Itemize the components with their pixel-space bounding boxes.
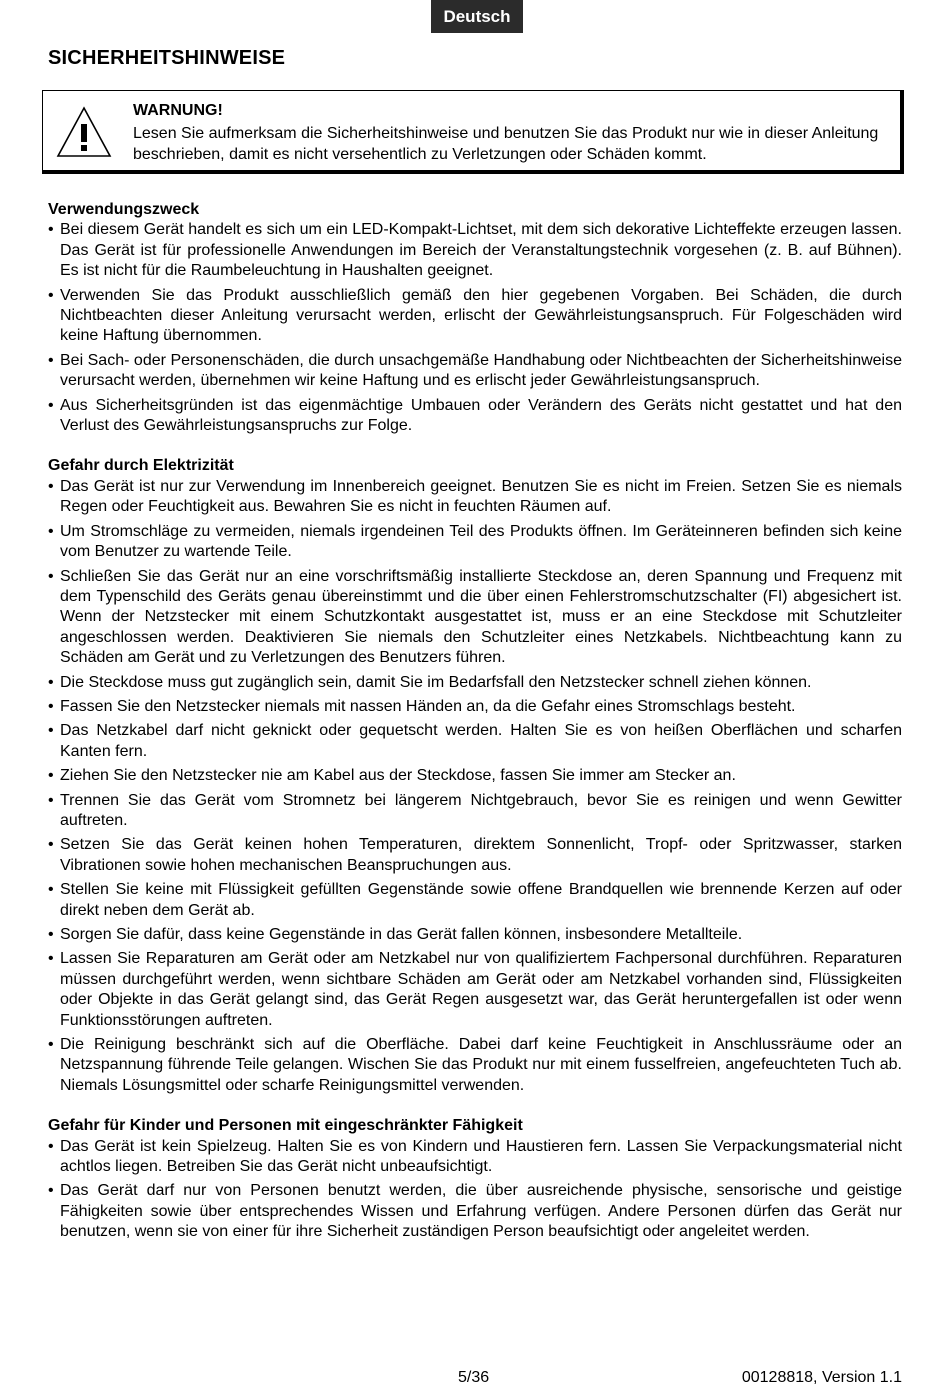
bullet-list [48, 1137, 902, 1243]
section-intended-use [48, 200, 902, 436]
list-item: • Bei Sach- oder Personenschäden, die durch unsachgemäße Handhabung oder Nichtbeachten der Sicherheitshinweise verursacht werden, übernehmen wir keine Haftung und es erlischt jeder Gewährleistungsanspruch. [48, 351, 902, 392]
list-item: • Aus Sicherheitsgründen ist das eigenmächtige Umbauen oder Verändern des Geräts nicht gestattet und hat den Verlust des Gewährleistungsanspruchs zur Folge. [48, 396, 902, 437]
warning-text: Lesen Sie aufmerksam die Sicherheitshinweise und benutzen Sie das Produkt nur wie in dieser Anleitung beschrieben, damit es nicht versehentlich zu Verletzungen oder Schäden kommt. [133, 125, 879, 163]
warning-title: WARNUNG! [133, 102, 223, 119]
list-item: • Schließen Sie das Gerät nur an eine vorschriftsmäßig installierte Steckdose an, deren Spannung und Frequenz mit dem Typenschild des Geräts genau übereinstimmt und die über einen Fehlerstromschutzschalter (FI) abgesichert ist. Wenn der Netzstecker mit einem Schutzkontakt ausgestattet ist, muss er an eine Steckdose mit Schutzleiter angeschlossen werden. Deaktivieren Sie niemals den Schutzleiter eines Netzkabels. Nichtbeachtung kann zu Schäden am Gerät und zu Verletzungen des Benutzers führen. [48, 567, 902, 669]
section-heading: Gefahr für Kinder und Personen mit eingeschränkter Fähigkeit [48, 1117, 523, 1135]
warning-box [42, 90, 904, 174]
list-item: • Setzen Sie das Gerät keinen hohen Temperaturen, direktem Sonnenlicht, Tropf- oder Spritzwasser, starken Vibrationen sowie hohen mechanischen Beanspruchungen aus. [48, 835, 902, 876]
warning-triangle-icon [55, 105, 113, 159]
list-item: • Das Netzkabel darf nicht geknickt oder gequetscht werden. Halten Sie es von heißen Oberflächen und scharfen Kanten fern. [48, 721, 902, 762]
page-number: 5/36 [458, 1369, 490, 1386]
section-heading: Verwendungszweck [48, 201, 200, 218]
list-item: • Das Gerät ist nur zur Verwendung im Innenbereich geeignet. Benutzen Sie es nicht im Freien. Setzen Sie es niemals Regen oder Feuchtigkeit aus. Bewahren Sie es nicht in feuchten Räumen auf. [48, 477, 902, 518]
list-item: • Fassen Sie den Netzstecker niemals mit nassen Händen an, da die Gefahr eines Stromschlags besteht. [48, 697, 902, 717]
bullet-list [48, 477, 902, 1096]
list-item: • Bei diesem Gerät handelt es sich um ein LED-Kompakt-Lichtset, mit dem sich dekorative Lichteffekte erzeugen lassen. Das Gerät ist für professionelle Anwendungen im Bereich der Veranstaltungstechnik vorgesehen (z. B. auf Bühnen). Es ist nicht für die Raumbeleuchtung in Haushalten geeignet. [48, 220, 902, 281]
section-electricity [48, 456, 902, 1096]
list-item: • Ziehen Sie den Netzstecker nie am Kabel aus der Steckdose, fassen Sie immer am Stecker an. [48, 766, 902, 786]
page-title: SICHERHEITSHINWEISE [48, 47, 286, 69]
document-id: 00128818, Version 1.1 [741, 1369, 902, 1386]
bullet-list [48, 220, 902, 436]
section-children [48, 1116, 902, 1242]
list-item: • Das Gerät darf nur von Personen benutzt werden, die über ausreichende physische, sensorische und geistige Fähigkeiten sowie über entsprechendes Wissen und Erfahrung verfügen. Andere Personen dürfen das Gerät nur benutzen, wenn sie von einer für ihre Sicherheit zuständigen Person beaufsichtigt oder angeleitet werden. [48, 1181, 902, 1242]
language-tab: Deutsch [431, 0, 523, 33]
list-item: • Stellen Sie keine mit Flüssigkeit gefüllten Gegenstände sowie offene Brandquellen wie brennende Kerzen auf oder direkt neben dem Gerät ab. [48, 880, 902, 921]
safety-content [48, 200, 902, 1263]
list-item: • Die Steckdose muss gut zugänglich sein, damit Sie im Bedarfsfall den Netzstecker schnell ziehen können. [48, 673, 902, 693]
list-item: • Verwenden Sie das Produkt ausschließlich gemäß den hier gegebenen Vorgaben. Bei Schäden, die durch Nichtbeachten dieser Anleitung verursacht werden, erlischt der Gewährleistungsanspruch. Für Folgeschäden wird keine Haftung übernommen. [48, 286, 902, 347]
list-item: • Sorgen Sie dafür, dass keine Gegenstände in das Gerät fallen können, insbesondere Metallteile. [48, 925, 902, 945]
list-item: • Um Stromschläge zu vermeiden, niemals irgendeinen Teil des Produkts öffnen. Im Geräteinneren befinden sich keine vom Benutzer zu wartende Teile. [48, 522, 902, 563]
list-item: • Die Reinigung beschränkt sich auf die Oberfläche. Dabei darf keine Feuchtigkeit in Anschlussräume oder an Netzspannung führende Teile gelangen. Wischen Sie das Produkt nur mit einem fusselfreien, angefeuchteten Tuch ab. Niemals Lösungsmittel oder scharfe Reinigungsmittel verwenden. [48, 1035, 902, 1096]
list-item: • Trennen Sie das Gerät vom Stromnetz bei längerem Nichtgebrauch, bevor Sie es reinigen und wenn Gewitter auftreten. [48, 791, 902, 832]
section-heading: Gefahr durch Elektrizität [48, 457, 234, 475]
list-item: • Das Gerät ist kein Spielzeug. Halten Sie es von Kindern und Haustieren fern. Lassen Sie Verpackungsmaterial nicht achtlos liegen. Betreiben Sie das Gerät nicht unbeaufsichtigt. [48, 1137, 902, 1178]
list-item: • Lassen Sie Reparaturen am Gerät oder am Netzkabel nur von qualifiziertem Fachpersonal durchführen. Reparaturen müssen durchgeführt werden, wenn sichtbare Schäden am Gerät oder am Netzkabel vorhanden sind, Flüssigkeiten oder Objekte in das Gerät gelangt sind, das Gerät Regen ausgesetzt war, das Gerät heruntergefallen ist oder wenn Funktionsstörungen auftreten. [48, 949, 902, 1031]
